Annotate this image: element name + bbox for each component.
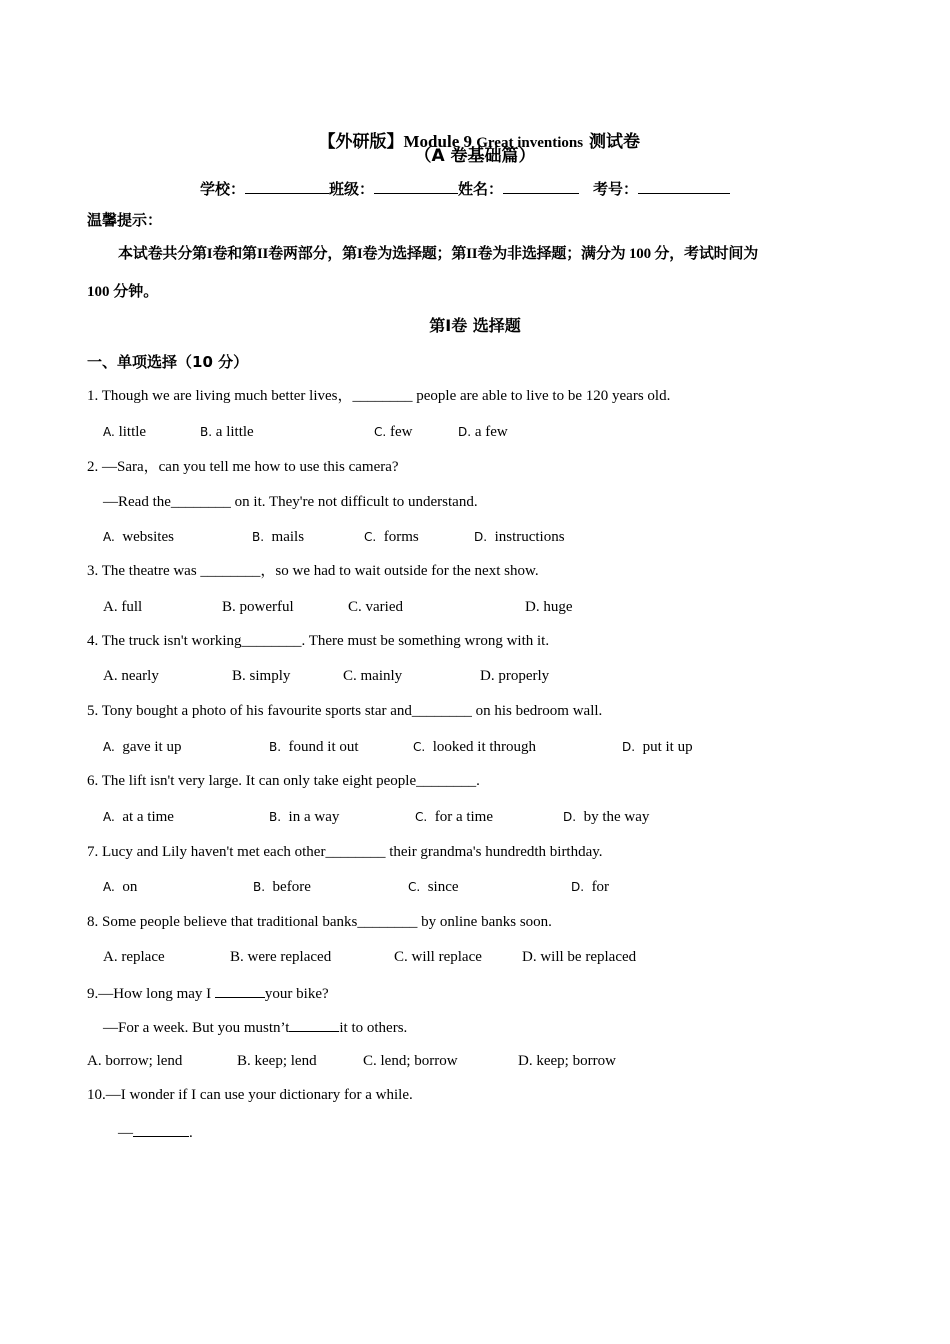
q10-blank[interactable] (133, 1121, 189, 1137)
title-en: Module 9 (403, 132, 477, 151)
question-7-stem: 7. Lucy and Lily haven't met each other________ their grandma's hundredth birthday. (87, 844, 603, 860)
q7-option-a[interactable]: A. on (103, 879, 138, 895)
question-10-stem-2: — . (118, 1121, 193, 1143)
q6-option-a[interactable]: A. at a time (103, 809, 174, 825)
info-fields (200, 178, 730, 199)
q9-option-d[interactable]: D. keep; borrow (518, 1053, 616, 1069)
q6-option-c[interactable]: C. for a time (415, 809, 494, 825)
question-6-stem: 6. The lift isn't very large. It can only take eight people________. (87, 773, 480, 789)
q1-option-b[interactable]: B. a little (200, 424, 254, 440)
question-2-stem: 2. —Sara，can you tell me how to use this camera? (87, 459, 399, 475)
q9-option-b[interactable]: B. keep; lend (237, 1053, 317, 1069)
part1-title: 第I卷 选择题 (429, 316, 521, 335)
q3-option-b[interactable]: B. powerful (222, 599, 294, 615)
q7-option-d[interactable]: D. for (571, 879, 610, 895)
question-5-stem: 5. Tony bought a photo of his favourite sports star and________ on his bedroom wall. (87, 703, 603, 719)
title-cn-left: 【外研版】 (318, 132, 404, 152)
tips-line-2: 100 分钟。 (87, 284, 159, 300)
q1-option-a[interactable]: A. little (103, 424, 147, 440)
q1-option-d[interactable]: D. a few (458, 424, 508, 440)
q7-option-c[interactable]: C. since (408, 879, 459, 895)
q4-option-c[interactable]: C. mainly (343, 668, 403, 684)
question-9-stem: 9.—How long may I your bike? (87, 982, 329, 1004)
field-name: 姓名： (458, 180, 504, 198)
q1-option-c[interactable]: C. few (374, 424, 413, 440)
question-4-stem: 4. The truck isn't working________. There must be something wrong with it. (87, 633, 550, 649)
q8-option-b[interactable]: B. were replaced (230, 949, 332, 965)
q7-option-b[interactable]: B. before (253, 879, 311, 895)
q9-blank-2[interactable] (289, 1016, 339, 1032)
question-2-stem-2: —Read the________ on it. They're not difficult to understand. (103, 494, 478, 510)
q9-option-a[interactable]: A. borrow; lend (87, 1053, 183, 1069)
question-1-stem: 1. Though we are living much better lives，________ people are able to live to be 120 years old. (87, 388, 671, 404)
title-en-small: Great inventions (476, 135, 584, 151)
tips-line-1: 本试卷共分第I卷和第II卷两部分，第I卷为选择题；第II卷为非选择题；满分为 100 分，考试时间为 (118, 246, 759, 262)
q2-option-d[interactable]: D. instructions (474, 529, 565, 545)
q5-option-b[interactable]: B. found it out (269, 739, 359, 755)
q8-option-a[interactable]: A. replace (103, 949, 165, 965)
q6-option-d[interactable]: D. by the way (563, 809, 650, 825)
q9-option-c[interactable]: C. lend; borrow (363, 1053, 458, 1069)
title-cn-right: 测试卷 (583, 132, 640, 152)
question-10-stem: 10.—I wonder if I can use your dictionary for a while. (87, 1087, 413, 1103)
section-heading: 一、单项选择（10 分） (87, 353, 249, 371)
q2-option-a[interactable]: A. websites (103, 529, 174, 545)
q3-option-a[interactable]: A. full (103, 599, 143, 615)
exam-no-blank[interactable] (638, 178, 730, 194)
school-blank[interactable] (245, 178, 329, 194)
q4-option-a[interactable]: A. nearly (103, 668, 159, 684)
question-9-stem-2: —For a week. But you mustn’t it to others. (103, 1016, 407, 1038)
tips-heading: 温馨提示： (87, 211, 163, 229)
q4-option-d[interactable]: D. properly (480, 668, 550, 684)
field-class: 班级： (329, 180, 375, 198)
q5-option-d[interactable]: D. put it up (622, 739, 693, 755)
field-exam-no: 考号： (593, 180, 639, 198)
q9-blank-1[interactable] (215, 982, 265, 998)
q3-option-c[interactable]: C. varied (348, 599, 403, 615)
question-3-stem: 3. The theatre was ________，so we had to wait outside for the next show. (87, 563, 539, 579)
q6-option-b[interactable]: B. in a way (269, 809, 340, 825)
document-subtitle: （A 卷基础篇） (414, 146, 536, 166)
q2-option-c[interactable]: C. forms (364, 529, 419, 545)
field-school: 学校： (200, 180, 246, 198)
q8-option-d[interactable]: D. will be replaced (522, 949, 637, 965)
q2-option-b[interactable]: B. mails (252, 529, 305, 545)
q3-option-d[interactable]: D. huge (525, 599, 573, 615)
q8-option-c[interactable]: C. will replace (394, 949, 482, 965)
question-8-stem: 8. Some people believe that traditional banks________ by online banks soon. (87, 914, 552, 930)
q5-option-a[interactable]: A. gave it up (103, 739, 182, 755)
name-blank[interactable] (503, 178, 579, 194)
class-blank[interactable] (374, 178, 458, 194)
q4-option-b[interactable]: B. simply (232, 668, 291, 684)
q5-option-c[interactable]: C. looked it through (413, 739, 537, 755)
